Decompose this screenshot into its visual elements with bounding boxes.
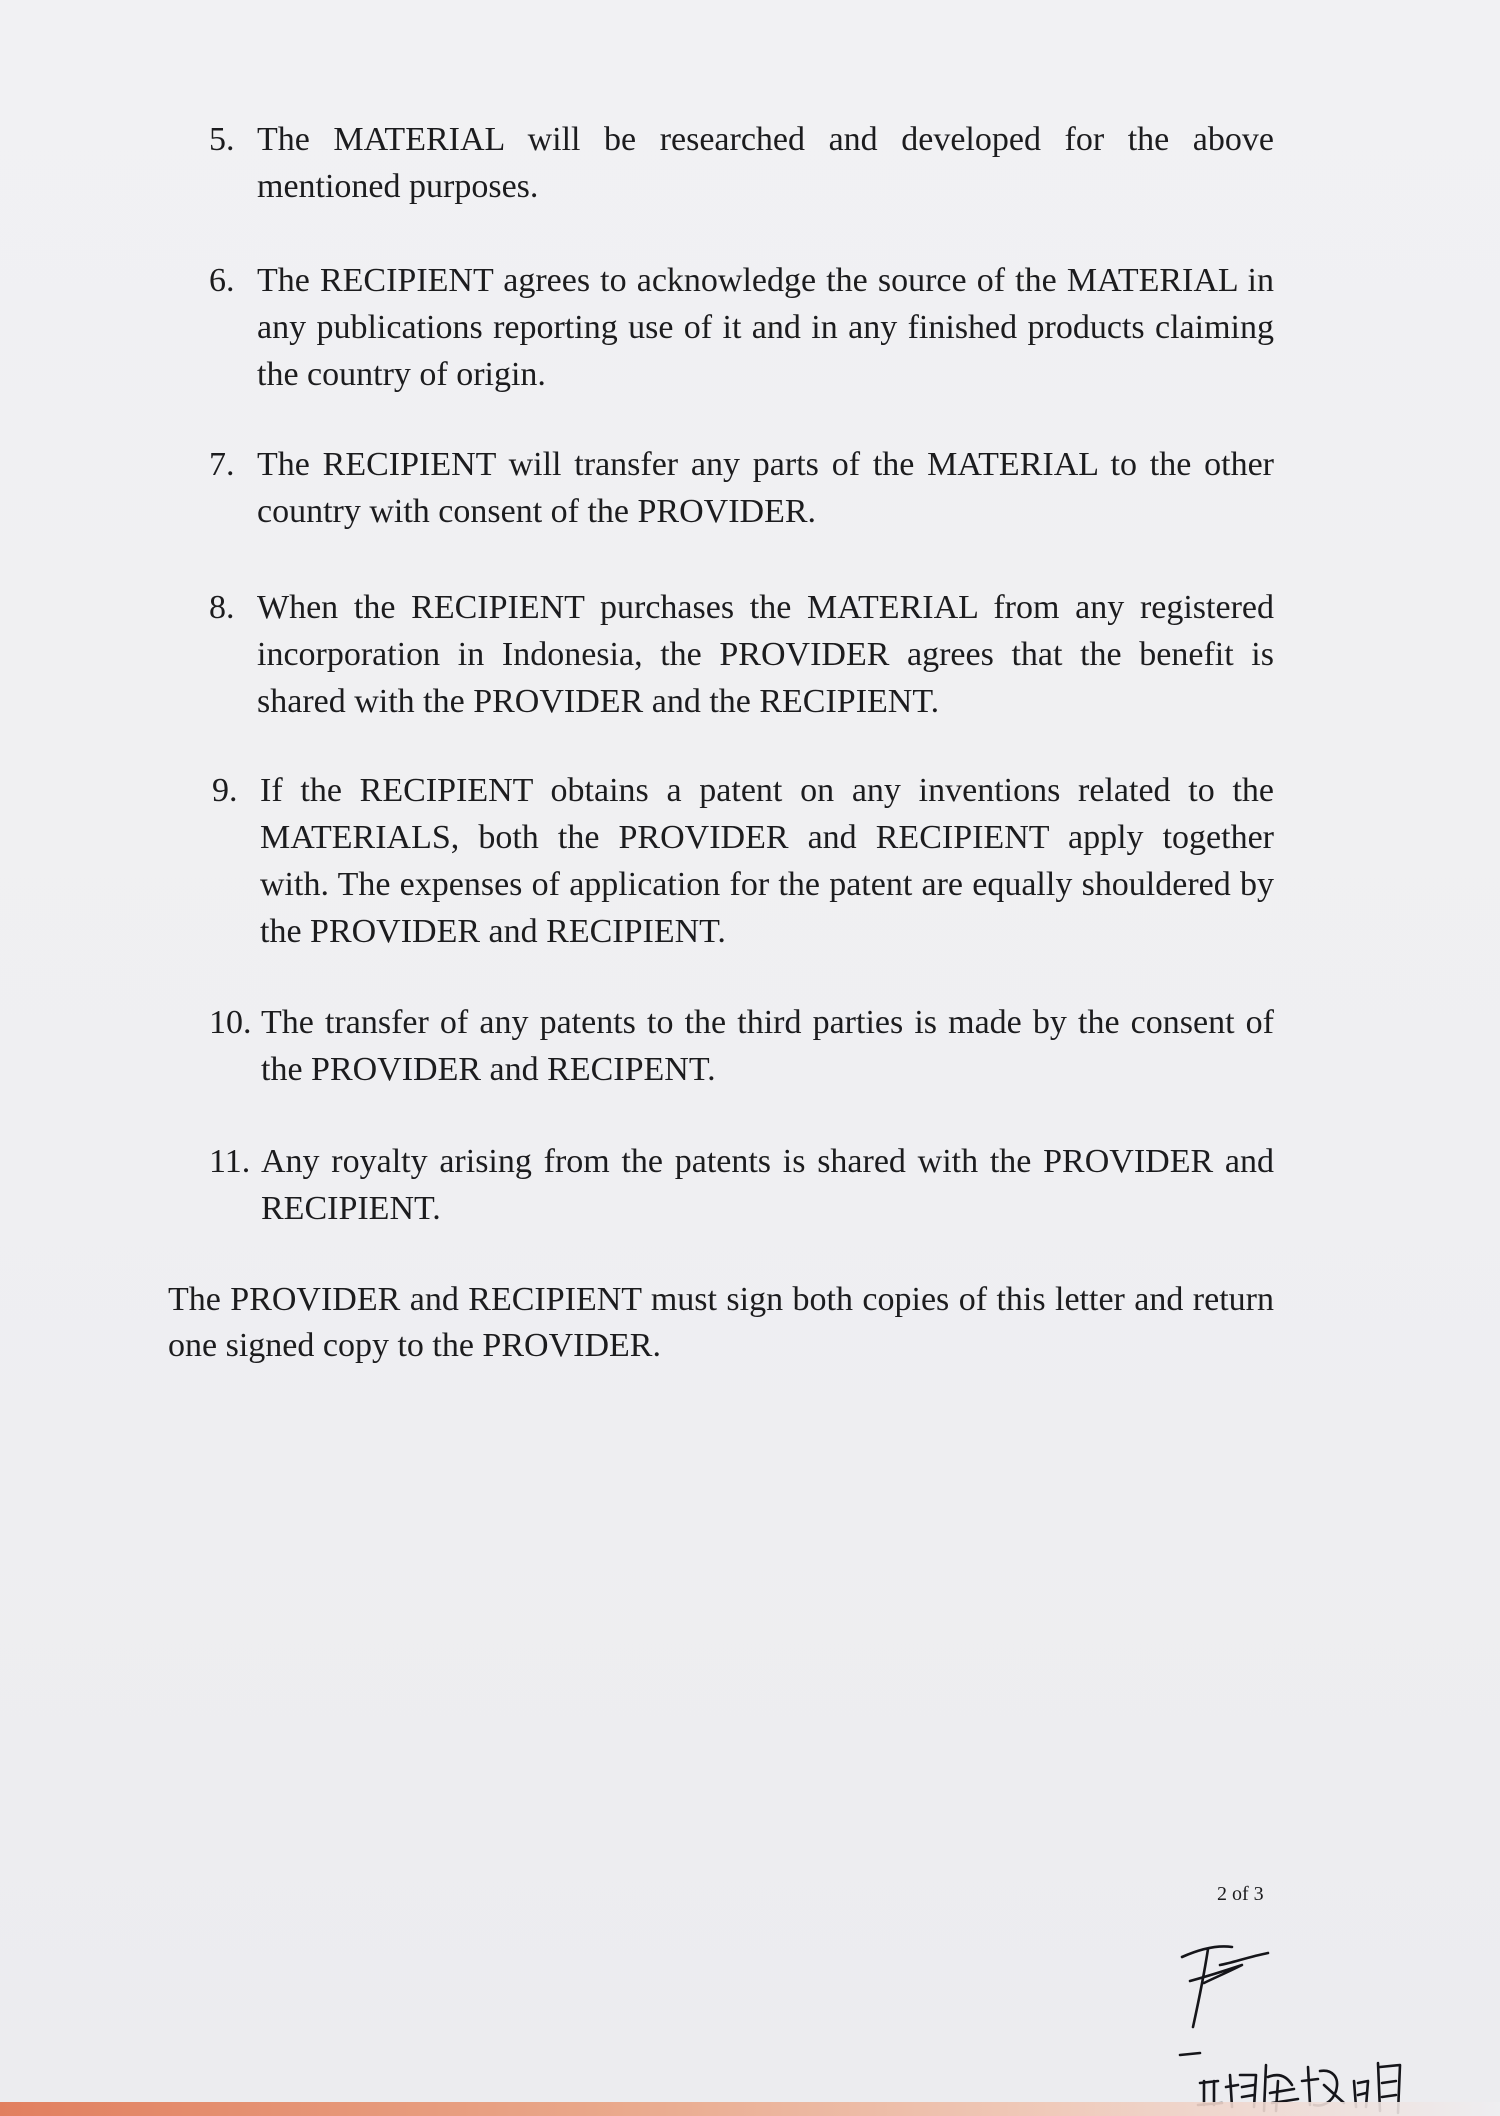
clause-7 [209,441,1274,535]
clause-number: 6. [209,262,235,299]
clause-number: 5. [209,121,235,158]
handwritten-signature [1160,1935,1440,2115]
clause-text: The transfer of any patents to the third parties is made by the consent of the PROVIDER and RECIPENT. [261,1004,1274,1088]
page-number: 2 of 3 [1217,1883,1264,1905]
closing-paragraph: The PROVIDER and RECIPIENT must sign both copies of this letter and return one signed copy to the PROVIDER. [168,1281,1274,1364]
clause-number: 10. [209,1004,252,1041]
clause-text: Any royalty arising from the patents is shared with the PROVIDER and RECIPIENT. [261,1143,1274,1227]
clause-text: The RECIPIENT will transfer any parts of the MATERIAL to the other country with consent of the PROVIDER. [257,446,1274,530]
clause-text: When the RECIPIENT purchases the MATERIAL from any registered incorporation in Indonesia, the PROVIDER agrees that the benefit is shared with the PROVIDER and the RECIPIENT. [257,589,1274,720]
clause-text: The RECIPIENT agrees to acknowledge the source of the MATERIAL in any publications reporting use of it and in any finished products claiming the country of origin. [257,262,1274,393]
clause-6 [209,257,1274,398]
clause-5 [209,116,1274,210]
clause-number: 9. [212,772,238,809]
clause-text: If the RECIPIENT obtains a patent on any inventions related to the MATERIALS, both the PROVIDER and RECIPIENT apply together with. The expenses of application for the patent are equally shouldered by the PROVIDER and RECIPIENT. [260,772,1274,950]
clause-11 [209,1138,1274,1232]
clause-number: 7. [209,446,235,483]
clause-number: 8. [209,589,235,626]
page-bottom-edge [0,2102,1500,2116]
clause-number: 11. [209,1143,251,1180]
clause-8 [209,584,1274,725]
clause-9 [212,767,1274,955]
clause-10 [209,999,1274,1093]
clause-text: The MATERIAL will be researched and developed for the above mentioned purposes. [257,121,1274,205]
